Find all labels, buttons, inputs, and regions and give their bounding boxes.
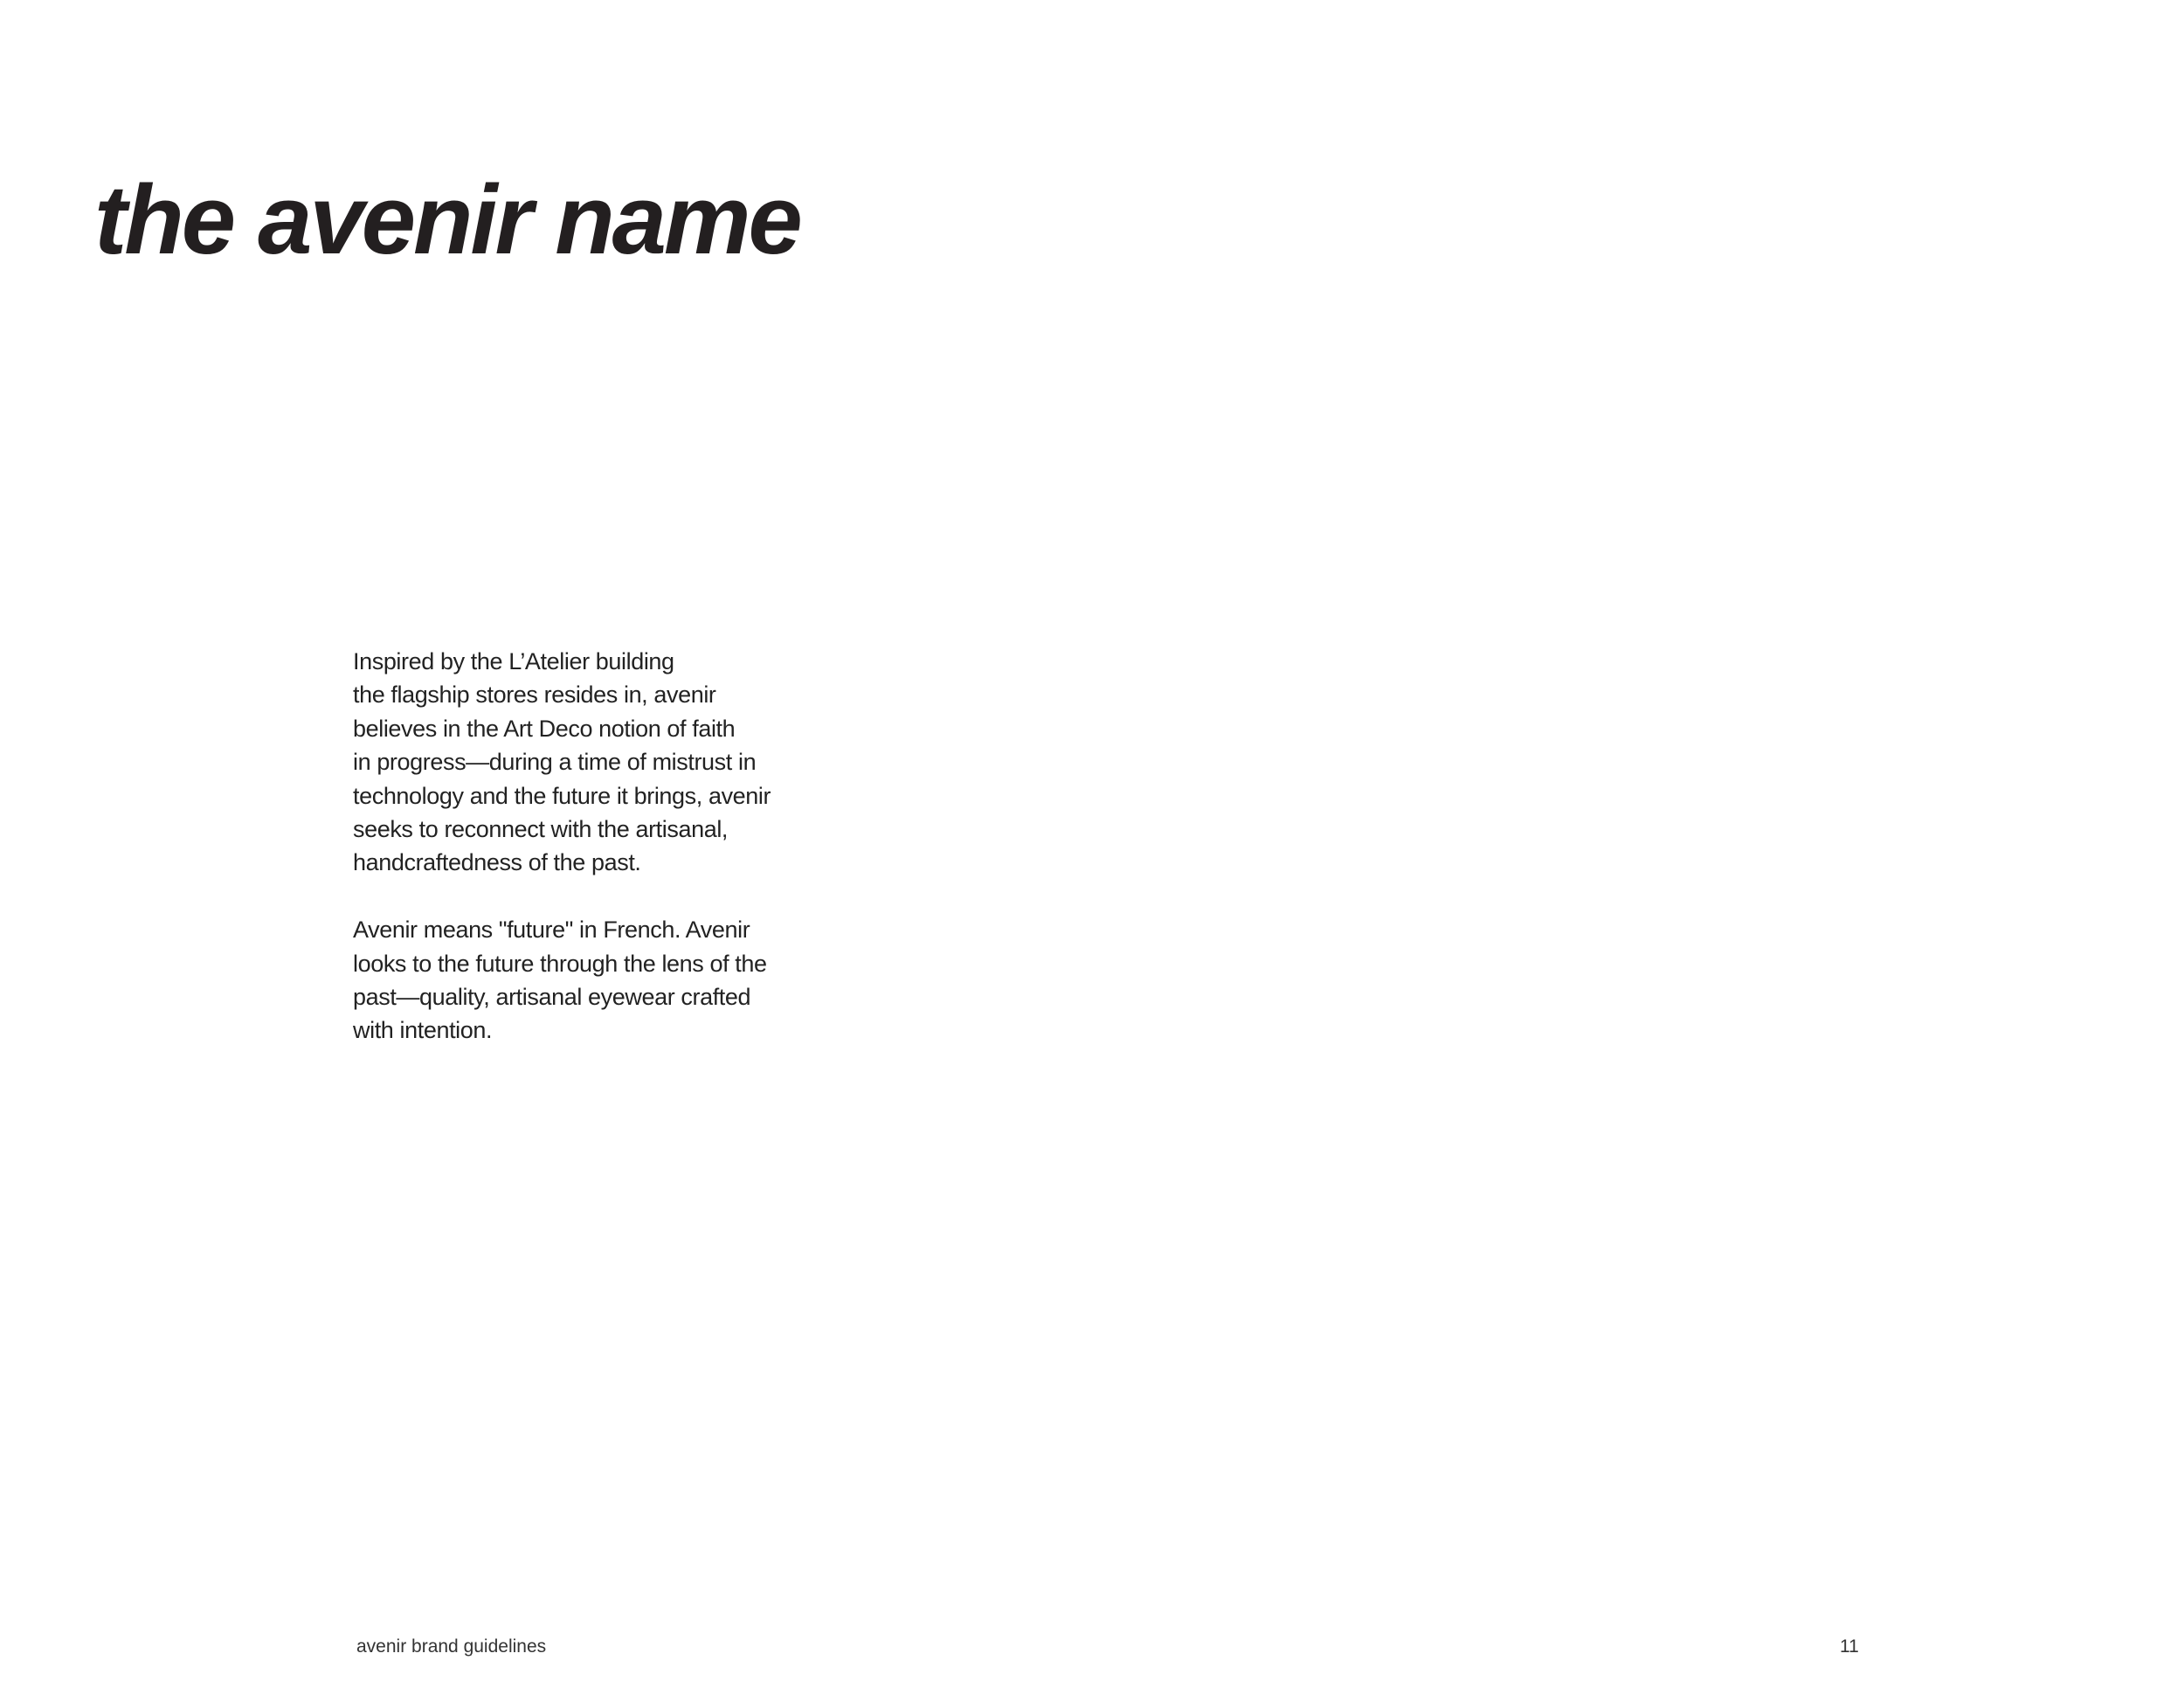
text-line: Avenir means "future" in French. Avenir [353, 917, 750, 944]
page-number: 11 [1840, 1636, 1859, 1657]
text-line: the flagship stores resides in, avenir [353, 681, 716, 709]
text-line: handcraftedness of the past. [353, 849, 641, 876]
page-title: the avenir name [94, 165, 800, 274]
text-line: technology and the future it brings, avenir [353, 782, 771, 809]
text-line: in progress—during a time of mistrust in [353, 749, 757, 776]
text-line: believes in the Art Deco notion of faith [353, 715, 736, 742]
body-text [353, 645, 771, 1048]
text-line: seeks to reconnect with the artisanal, [353, 816, 729, 843]
text-line: Inspired by the L’Atelier building [353, 648, 674, 675]
text-line: past—quality, artisanal eyewear crafted [353, 984, 751, 1011]
text-line: with intention. [353, 1017, 493, 1044]
text-line: looks to the future through the lens of the [353, 950, 767, 977]
paragraph-inspiration [353, 645, 771, 880]
paragraph-meaning [353, 913, 771, 1048]
footer-document-name: avenir brand guidelines [356, 1636, 547, 1657]
